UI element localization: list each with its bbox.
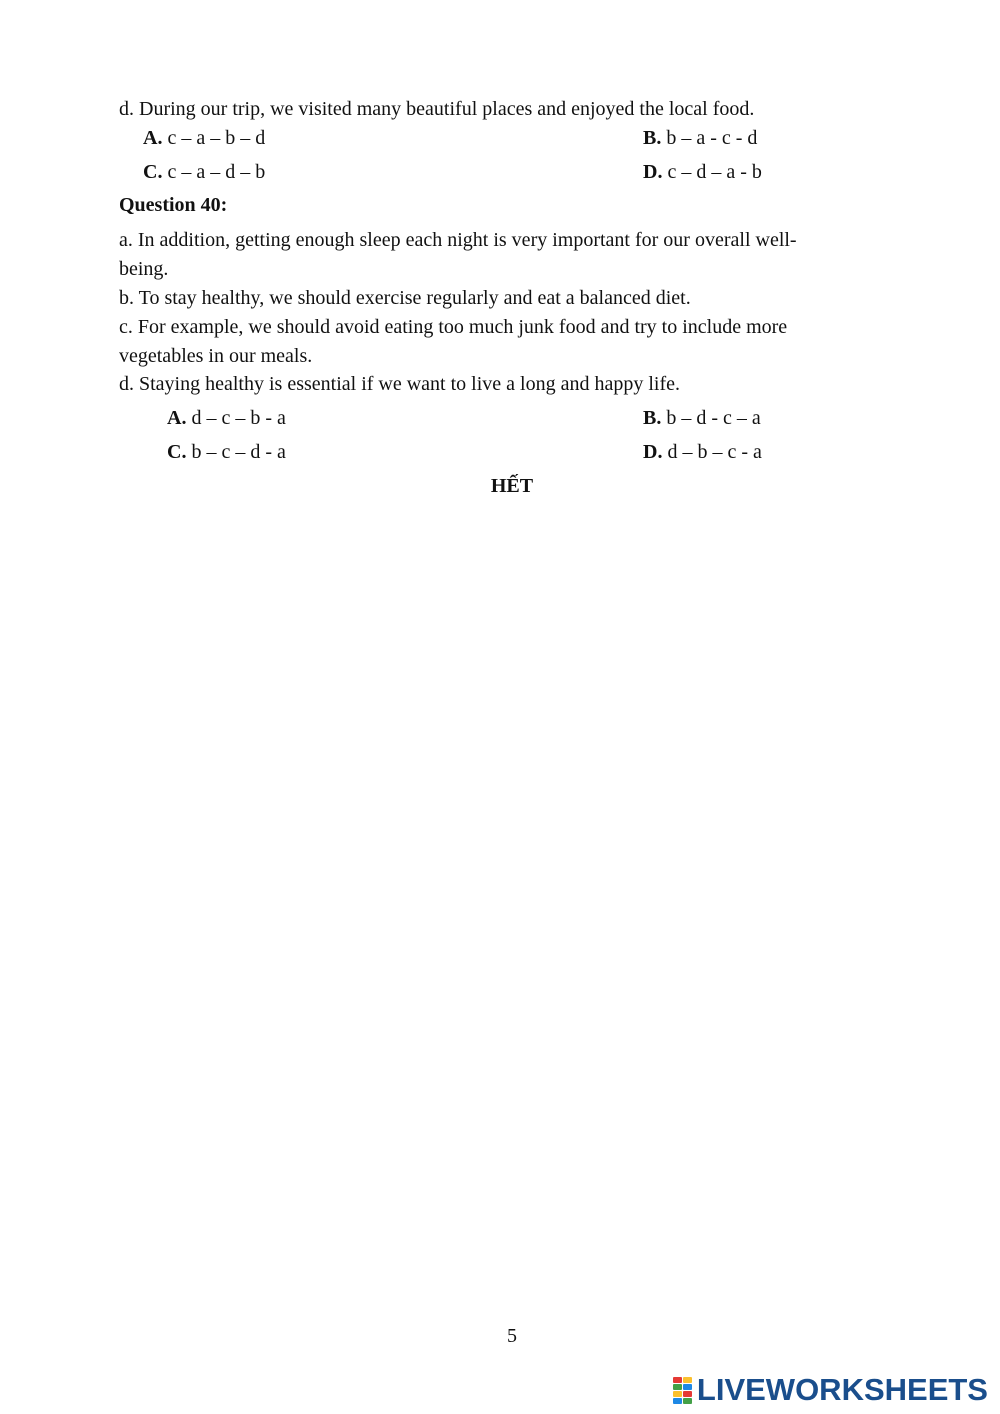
question40-options-row-1 (0, 405, 1000, 431)
option-letter: D. (643, 161, 663, 183)
brand-wordmark: LIVEWORKSHEETS (696, 1372, 988, 1407)
option-text: b – a - c - d (666, 127, 758, 149)
option-b[interactable] (643, 125, 757, 151)
option-a[interactable] (167, 405, 286, 431)
question-line: being. (119, 258, 169, 280)
option-text: c – a – d – b (167, 161, 266, 183)
option-letter: C. (167, 441, 187, 463)
question-line: b. To stay healthy, we should exercise regularly and eat a balanced diet. (119, 287, 691, 309)
question-title: Question 40: (119, 194, 228, 216)
page-number: 5 (507, 1325, 517, 1347)
question-line: a. In addition, getting enough sleep each night is very important for our overall well- (119, 229, 797, 251)
prev-question-options-row-1 (0, 125, 1000, 151)
option-c[interactable] (167, 439, 286, 465)
prev-question-options-row-2 (0, 159, 1000, 185)
option-letter: C. (143, 161, 163, 183)
option-text: d – b – c - a (667, 441, 762, 463)
question-line: c. For example, we should avoid eating too much junk food and try to include more (119, 316, 788, 338)
question-line: vegetables in our meals. (119, 345, 313, 367)
option-text: c – a – b – d (167, 127, 266, 149)
option-d[interactable] (643, 439, 762, 465)
option-letter: B. (643, 407, 662, 429)
option-text: c – d – a - b (667, 161, 762, 183)
liveworksheets-logo-icon (673, 1377, 693, 1403)
option-b[interactable] (643, 405, 761, 431)
option-letter: A. (167, 407, 187, 429)
option-c[interactable] (143, 159, 265, 185)
option-text: d – c – b - a (191, 407, 286, 429)
option-letter: B. (643, 127, 662, 149)
option-text: b – c – d - a (191, 441, 286, 463)
option-a[interactable] (143, 125, 265, 151)
option-letter: D. (643, 441, 663, 463)
option-text: b – d - c – a (666, 407, 761, 429)
question-line: d. Staying healthy is essential if we want to live a long and happy life. (119, 373, 680, 395)
option-letter: A. (143, 127, 163, 149)
liveworksheets-brand[interactable] (673, 1374, 988, 1406)
question40-options-row-2 (0, 439, 1000, 465)
prev-question-item-d: d. During our trip, we visited many beautiful places and enjoyed the local food. (119, 98, 755, 120)
end-mark: HẾT (490, 475, 534, 497)
option-d[interactable] (643, 159, 762, 185)
